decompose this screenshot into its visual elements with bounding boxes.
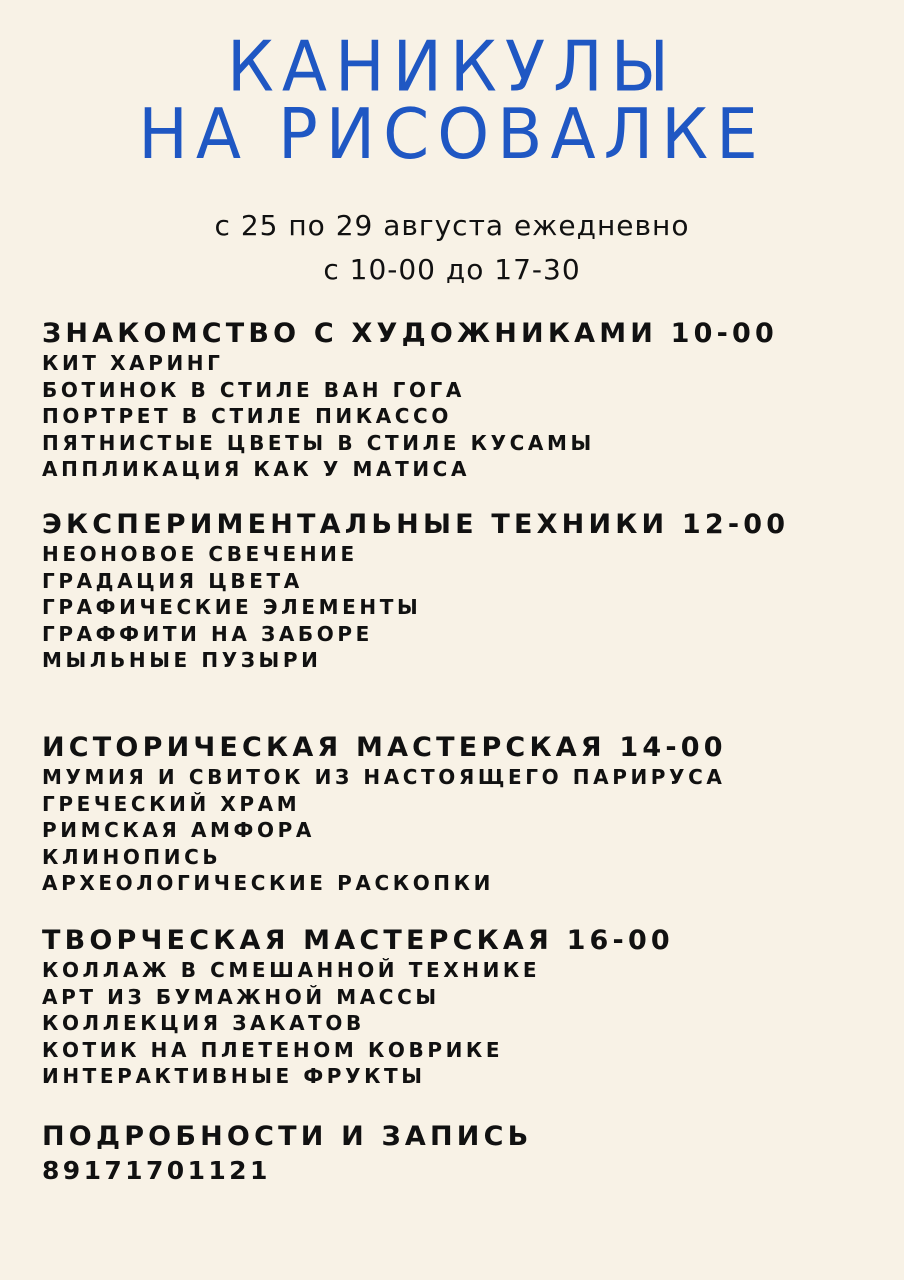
dates-line-2: с 10-00 до 17-30 bbox=[323, 253, 581, 286]
program-content bbox=[42, 318, 882, 1188]
section-heading-history: ИСТОРИЧЕСКАЯ МАСТЕРСКАЯ 14-00 bbox=[42, 731, 727, 763]
list-item: МУМИЯ И СВИТОК ИЗ НАСТОЯЩЕГО ПАРИРУСА bbox=[42, 764, 726, 789]
list-item: НЕОНОВОЕ СВЕЧЕНИЕ bbox=[42, 541, 358, 566]
section-items-creative bbox=[42, 957, 882, 1090]
list-item: ИНТЕРАКТИВНЫЕ ФРУКТЫ bbox=[42, 1064, 426, 1089]
section-heading-artists: ЗНАКОМСТВО С ХУДОЖНИКАМИ 10-00 bbox=[42, 318, 779, 349]
list-item: ГРАФИЧЕСКИЕ ЭЛЕМЕНТЫ bbox=[42, 595, 422, 620]
spacer bbox=[42, 674, 882, 732]
section-heading-creative: ТВОРЧЕСКАЯ МАСТЕРСКАЯ 16-00 bbox=[42, 924, 674, 956]
spacer bbox=[42, 897, 882, 925]
list-item: БОТИНОК В СТИЛЕ ВАН ГОГА bbox=[42, 377, 465, 402]
dates-line-1: с 25 по 29 августа ежедневно bbox=[214, 209, 690, 242]
list-item: АППЛИКАЦИЯ КАК У МАТИСА bbox=[42, 457, 471, 482]
list-item: АРХЕОЛОГИЧЕСКИЕ РАСКОПКИ bbox=[42, 871, 494, 896]
list-item: ГРЕЧЕСКИЙ ХРАМ bbox=[42, 791, 301, 816]
list-item: ПОРТРЕТ В СТИЛЕ ПИКАССО bbox=[42, 404, 452, 429]
contact-heading: ПОДРОБНОСТИ И ЗАПИСЬ bbox=[42, 1120, 533, 1152]
list-item: ГРАФФИТИ НА ЗАБОРЕ bbox=[42, 621, 373, 646]
section-creative bbox=[42, 925, 882, 1090]
spacer bbox=[42, 1090, 882, 1120]
list-item: КОТИК НА ПЛЕТЕНОМ КОВРИКЕ bbox=[42, 1037, 504, 1062]
section-items-history bbox=[42, 764, 882, 897]
list-item: КИТ ХАРИНГ bbox=[42, 351, 224, 375]
section-items-techniques bbox=[42, 541, 882, 674]
poster-title bbox=[0, 26, 904, 175]
list-item: АРТ ИЗ БУМАЖНОЙ МАССЫ bbox=[42, 984, 440, 1009]
list-item: КОЛЛЕКЦИЯ ЗАКАТОВ bbox=[42, 1011, 365, 1036]
contact-block bbox=[42, 1120, 882, 1188]
schedule-dates bbox=[0, 204, 904, 292]
section-items-artists bbox=[42, 350, 882, 483]
list-item: КЛИНОПИСЬ bbox=[42, 844, 222, 869]
section-artists bbox=[42, 318, 882, 483]
section-techniques bbox=[42, 509, 882, 674]
contact-phone[interactable]: 89171701121 bbox=[42, 1155, 271, 1185]
list-item: КОЛЛАЖ В СМЕШАННОЙ ТЕХНИКЕ bbox=[42, 957, 541, 982]
list-item: РИМСКАЯ АМФОРА bbox=[42, 818, 315, 843]
list-item: МЫЛЬНЫЕ ПУЗЫРИ bbox=[42, 648, 322, 673]
section-heading-techniques: ЭКСПЕРИМЕНТАЛЬНЫЕ ТЕХНИКИ 12-00 bbox=[42, 508, 790, 540]
poster-title-line-2: НА РИСОВАЛКЕ bbox=[138, 93, 766, 175]
poster-title-line-1: КАНИКУЛЫ bbox=[227, 26, 677, 108]
section-history bbox=[42, 732, 882, 897]
spacer bbox=[42, 483, 882, 509]
list-item: ПЯТНИСТЫЕ ЦВЕТЫ В СТИЛЕ КУСАМЫ bbox=[42, 430, 595, 455]
list-item: ГРАДАЦИЯ ЦВЕТА bbox=[42, 568, 303, 593]
